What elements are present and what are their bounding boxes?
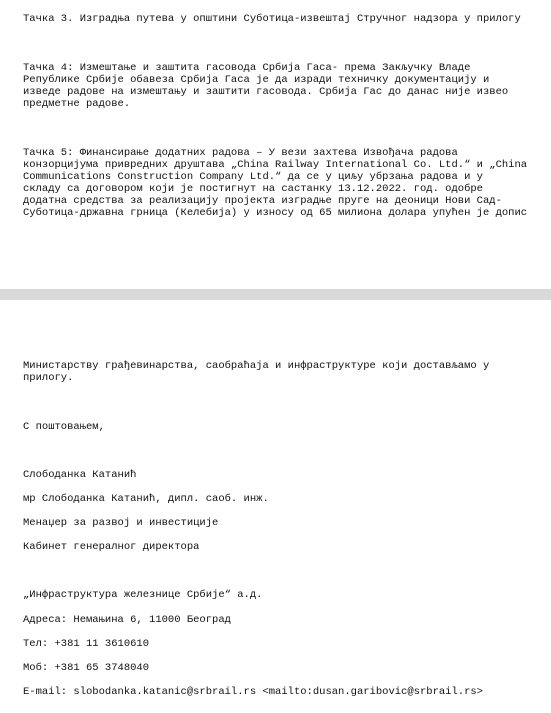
item-5-line-3: Communications Construction Company Ltd.“ да се у циљу убрзања радова и у [23,171,483,183]
item-5-line-2: конзорцијума привредних друштава „China Railway International Co. Ltd.“ и „China [23,159,528,171]
company-name: „Инфраструктура железнице Србије“ а.д. [23,589,263,601]
item-4-line-3: изведе радове на измештању и заштити гасовода. Србија Гас до данас није извео [23,86,509,98]
mobile-number: Моб: +381 65 3748040 [23,662,150,674]
item-3-text: Тачка 3. Изградња путева у општини Суботица-извештај Стручног надзора у прилогу [23,13,521,25]
page-break-divider [0,289,551,300]
signer-name: Слободанка Катанић [23,469,137,481]
signer-title: мр Слободанка Катанић, дипл. саоб. инж. [23,493,269,505]
phone-number: Тел: +381 11 3610610 [23,638,150,650]
item-4-line-4: предметне радове. [23,98,131,110]
signer-position: Менаџер за развој и инвестиције [23,517,219,529]
item-5-line-4: складу са договором који је постигнут на састанку 13.12.2022. год. одобре [23,183,483,195]
company-address: Адреса: Немањина 6, 11000 Београд [23,614,231,626]
item-5-line-5: додатна средства за реализацију пројекта изградње пруге на деоници Нови Сад- [23,195,502,207]
item-4-line-2: Републике Србије обавеза Србија Гаса је да изради техничку документацију и [23,74,490,86]
ministry-line-2: прилогу. [23,372,74,384]
item-5-line-1: Тачка 5: Финансирање додатних радова – У вези захтева Извођача радова [23,147,458,159]
greeting: С поштовањем, [23,421,105,433]
signer-cabinet: Кабинет генералног директора [23,541,200,553]
item-4-line-1: Тачка 4: Измештање и заштита гасовода Србија Гаса- према Закључку Владе [23,62,471,74]
email-address[interactable]: E-mail: slobodanka.katanic@srbrail.rs <mailto:dusan.garibovic@srbrail.rs> [23,686,483,698]
item-5-line-6: Суботица-државна грница (Келебија) у износу од 65 милиона долара упућен је допис [23,207,528,219]
ministry-line-1: Министарству грађевинарства, саобраћаја и инфраструктуре који достављамо у [23,360,490,372]
